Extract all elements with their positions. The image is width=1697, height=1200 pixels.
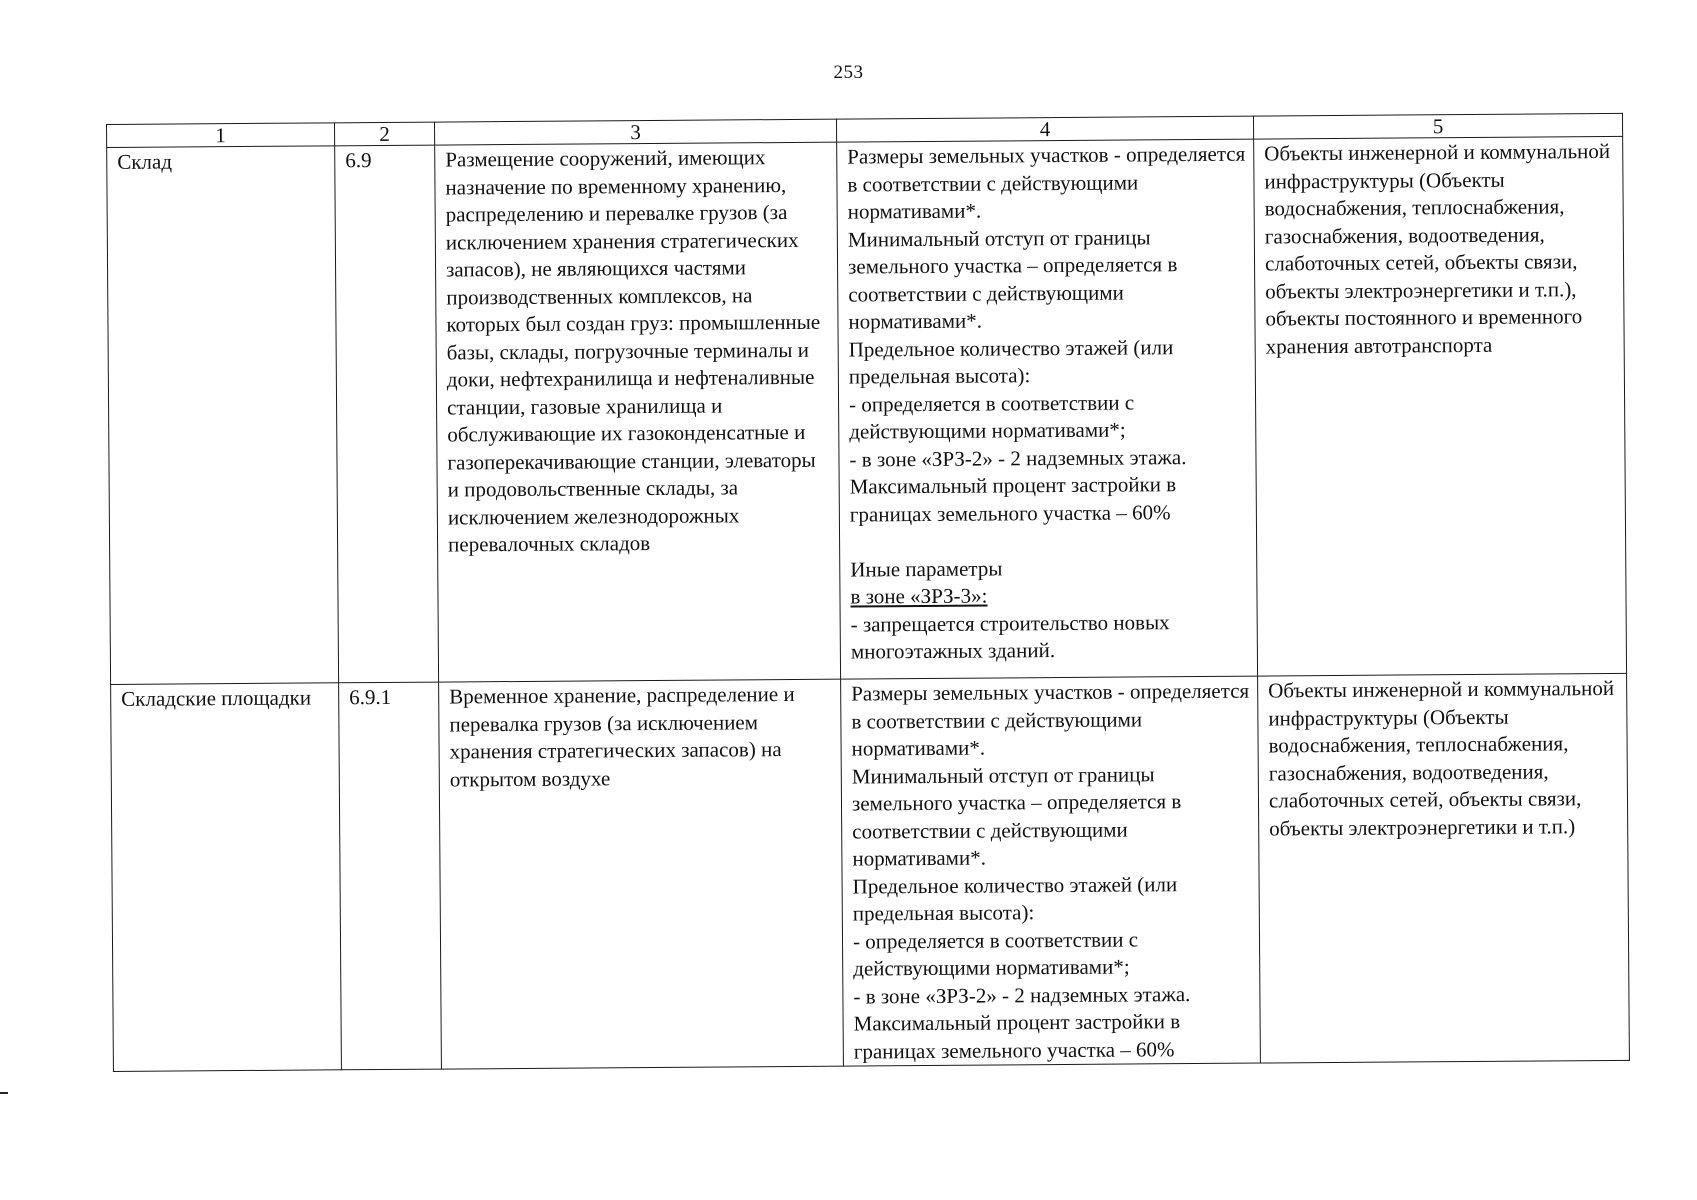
column-header-1: 1	[107, 123, 335, 148]
related-objects-cell: Объекты инженерной и коммунальной инфраструктуры (Объекты водоснабжения, теплоснабжения, газоснабжения, водоотведения, слаботочных сетей, объекты связи, объекты электроэнергетики и т.п.)	[1258, 673, 1630, 1063]
use-code-cell: 6.9.1	[339, 682, 442, 1070]
parameters-restriction: - запрещается строительство новых многоэтажных зданий.	[850, 609, 1170, 664]
use-description-cell: Временное хранение, распределение и перевалка грузов (за исключением хранения стратегических запасов) на открытом воздухе	[439, 679, 844, 1069]
table-row	[107, 136, 1627, 684]
column-header-2: 2	[334, 122, 434, 146]
parameters-cell: Размеры земельных участков - определяется в соответствии с действующими нормативами*. Минимальный отступ от границы земельного участка – определяется в соответствии с действующими нормативами*. Предельное количество этажей (или предельная высота): - определяется в соответствии с действующими нормативами*; - в зоне «ЗРЗ-2» - 2 надземных этажа. Максимальный процент застройки в границах земельного участка – 60%	[841, 676, 1261, 1066]
related-objects-cell: Объекты инженерной и коммунальной инфраструктуры (Объекты водоснабжения, теплоснабжения, газоснабжения, водоотведения, слаботочных сетей, объекты связи, объекты электроэнергетики и т.п.), объекты постоянного и временного хранения автотранспорта	[1254, 136, 1627, 676]
use-description-cell: Размещение сооружений, имеющих назначение по временному хранению, распределению и перевалке грузов (за исключением хранения стратегических запасов), не являющихся частями производственных комплексов, на которых был создан груз: промышленные базы, склады, погрузочные терминалы и доки, нефтехранилища и нефтеналивные станции, газовые хранилища и обслуживающие их газоконденсатные и газоперекачивающие станции, элеваторы и продовольственные склады, за исключением железнодорожных перевалочных складов	[435, 142, 841, 682]
column-header-5: 5	[1253, 113, 1622, 139]
table-row	[111, 673, 1630, 1071]
page-number: 253	[833, 62, 864, 83]
scan-edge-mark	[0, 1092, 8, 1094]
parameters-cell	[837, 139, 1258, 679]
column-header-3: 3	[434, 119, 836, 145]
parameters-text: Размеры земельных участков - определяется в соответствии с действующими нормативами*. Минимальный отступ от границы земельного участка – определяется в соответствии с действующими нормативами*. Предельное количество этажей (или предельная высота): - определяется в соответствии с действующими нормативами*; - в зоне «ЗРЗ-2» - 2 надземных этажа. Максимальный процент застройки в границах земельного участка – 60% Иные параметры	[847, 141, 1246, 582]
zone-zrz3-label: в зоне «ЗРЗ-3»:	[850, 583, 988, 609]
column-header-4: 4	[836, 116, 1253, 142]
land-use-table	[106, 113, 1630, 1072]
use-name-cell: Склад	[107, 146, 339, 685]
use-name-cell: Складские площадки	[111, 683, 342, 1072]
use-code-cell: 6.9	[335, 145, 439, 683]
